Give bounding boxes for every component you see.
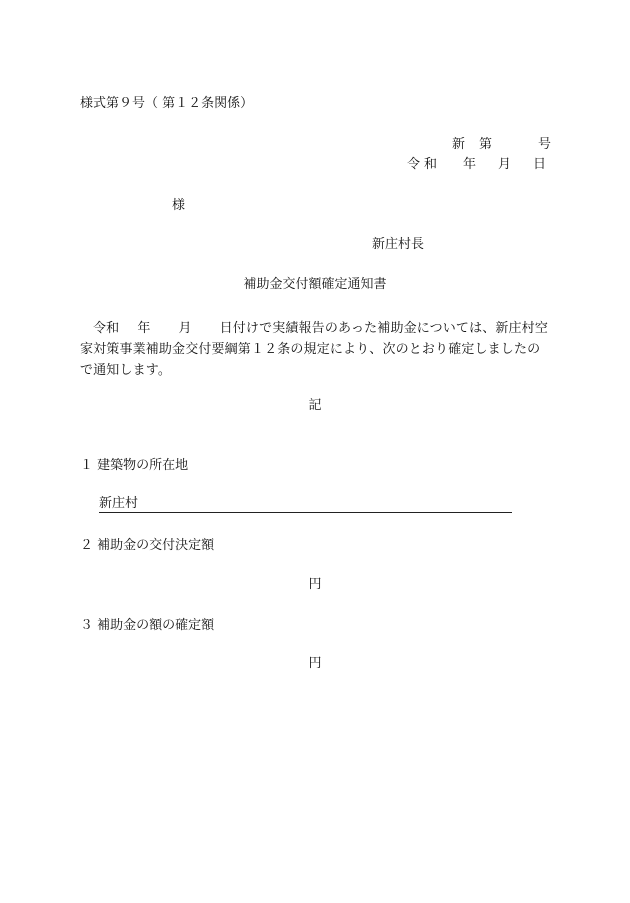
grant-confirmed-amount-yen: 円	[308, 656, 322, 671]
document-number	[452, 138, 551, 151]
issuer-name: 新庄村長	[372, 237, 425, 252]
date-era: 令和	[406, 157, 441, 172]
date-year: 年	[462, 157, 476, 172]
item-grant-decision-amount-label: ２ 補助金の交付決定額	[80, 538, 215, 553]
doc-number-suffix: 号	[537, 137, 551, 152]
item-building-location-label: １ 建築物の所在地	[80, 458, 189, 473]
building-location-field: 新庄村	[99, 497, 512, 513]
date-month: 月	[497, 157, 511, 172]
addressee-honorific: 様	[172, 198, 186, 213]
item-grant-confirmed-amount-label: ３ 補助金の額の確定額	[80, 618, 215, 633]
date-day: 日	[532, 157, 546, 172]
body-paragraph	[80, 318, 550, 381]
doc-number-middle: 第	[478, 137, 492, 152]
body-text: 日付けで実績報告のあった補助金については、新庄村空家対策事業補助金交付要綱第１２条の規定により、次のとおり確定しましたので通知します。	[80, 321, 548, 378]
document-title: 補助金交付額確定通知書	[243, 277, 387, 292]
ki-heading: 記	[308, 398, 322, 413]
grant-decision-amount-yen: 円	[308, 577, 322, 592]
issue-date	[407, 158, 546, 171]
body-month: 月	[178, 321, 192, 336]
doc-number-prefix: 新	[451, 137, 465, 152]
body-year: 年	[137, 321, 151, 336]
body-era: 令和	[93, 321, 120, 336]
form-number: 様式第９号（ 第１２条関係）	[80, 96, 254, 111]
